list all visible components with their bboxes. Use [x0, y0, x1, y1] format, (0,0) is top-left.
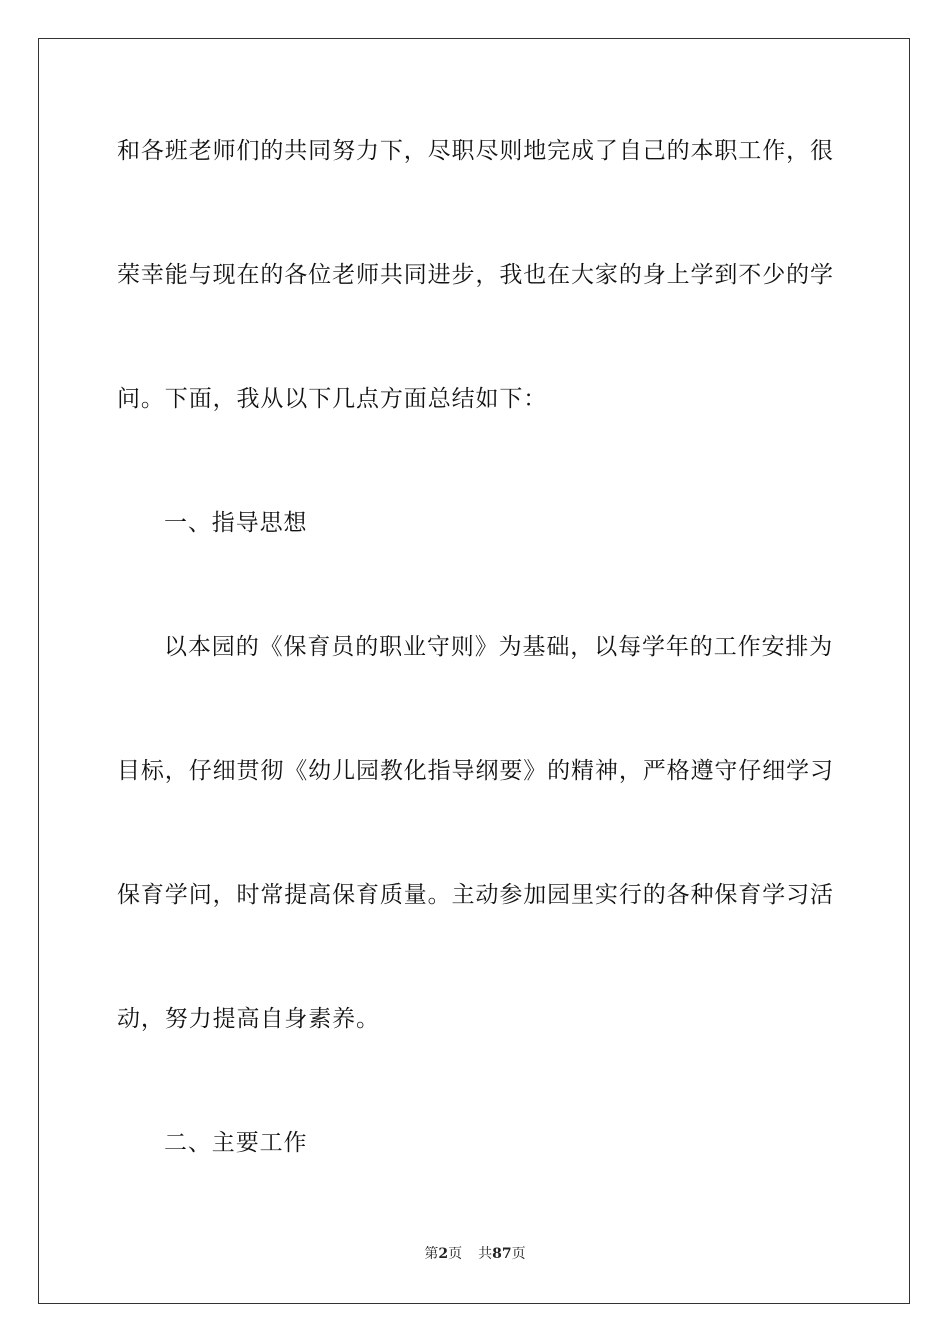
footer-total-pages: 87: [492, 1246, 512, 1262]
section-heading: 一、指导思想: [164, 510, 308, 536]
body-text-line: 问。下面，我从以下几点方面总结如下：: [117, 386, 548, 412]
footer-page-number: 2: [438, 1246, 449, 1262]
body-text-line: 保育学问，时常提高保育质量。主动参加园里实行的各种保育学习活: [117, 882, 833, 908]
footer-page-prefix: 第: [424, 1246, 439, 1262]
footer-page-suffix: 页: [448, 1246, 463, 1262]
body-text-line: 动，努力提高自身素养。: [117, 1006, 380, 1032]
footer-total-prefix: 共: [478, 1246, 493, 1262]
page-footer: [0, 1245, 950, 1263]
body-text-line: 和各班老师们的共同努力下，尽职尽则地完成了自己的本职工作，很: [117, 138, 833, 164]
section-heading: 二、主要工作: [164, 1130, 308, 1156]
body-text-line: 目标，仔细贯彻《幼儿园教化指导纲要》的精神，严格遵守仔细学习: [117, 758, 833, 784]
body-text-line: 以本园的《保育员的职业守则》为基础，以每学年的工作安排为: [164, 634, 834, 660]
page-border: [38, 38, 910, 1304]
footer-total-suffix: 页: [511, 1246, 526, 1262]
body-text-line: 荣幸能与现在的各位老师共同进步，我也在大家的身上学到不少的学: [117, 262, 833, 288]
